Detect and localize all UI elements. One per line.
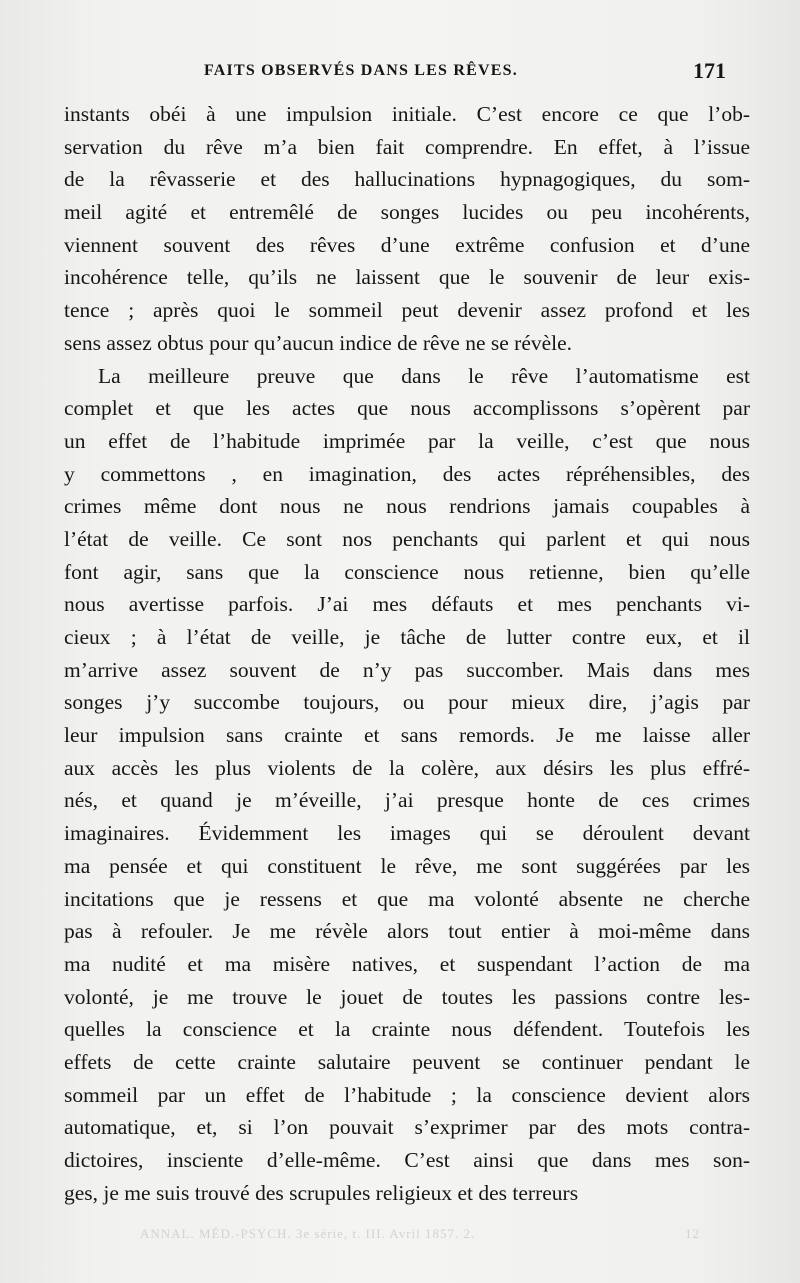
text-line: un effet de l’habitude imprimée par la veille, c’est que nous: [64, 428, 750, 453]
text-line: imaginaires. Évidemment les images qui se déroulent devant: [64, 821, 750, 846]
text-line: y commettons , en imagination, des actes répréhensibles, des: [64, 461, 750, 486]
text-line: La meilleure preuve que dans le rêve l’automatisme est: [98, 363, 750, 388]
text-line: sommeil par un effet de l’habitude ; la conscience devient alors: [64, 1082, 750, 1107]
text-line: nous avertisse parfois. J’ai mes défauts et mes penchants vi-: [64, 592, 750, 617]
text-line: ges, je me suis trouvé des scrupules religieux et des terreurs: [64, 1180, 579, 1205]
page-number: 171: [693, 58, 726, 83]
text-line: font agir, sans que la conscience nous retienne, bien qu’elle: [64, 559, 750, 584]
text-line: pas à refouler. Je me révèle alors tout entier à moi-même dans: [64, 919, 750, 944]
text-line: incitations que je ressens et que ma volonté absente ne cherche: [64, 886, 750, 911]
text-line: songes j’y succombe toujours, ou pour mieux dire, j’agis par: [64, 690, 750, 715]
text-line: l’état de veille. Ce sont nos penchants qui parlent et qui nous: [64, 526, 750, 551]
text-line: viennent souvent des rêves d’une extrême confusion et d’une: [64, 232, 750, 257]
running-head: FAITS OBSERVÉS DANS LES RÊVES.: [204, 62, 518, 79]
text-line: ma pensée et qui constituent le rêve, me sont suggérées par les: [64, 853, 750, 878]
text-line: quelles la conscience et la crainte nous défendent. Toutefois les: [64, 1017, 750, 1042]
body-text: [64, 98, 750, 1209]
text-line: sens assez obtus pour qu’aucun indice de rêve ne se révèle.: [64, 330, 573, 355]
paragraph: [64, 360, 750, 1210]
text-line: m’arrive assez souvent de n’y pas succomber. Mais dans mes: [64, 657, 750, 682]
text-line: meil agité et entremêlé de songes lucides ou peu incohérents,: [64, 200, 750, 225]
text-line: incohérence telle, qu’ils ne laissent que le souvenir de leur exis-: [64, 265, 750, 290]
footer-signature: [140, 1226, 700, 1242]
text-line: ma nudité et ma misère natives, et suspendant l’action de ma: [64, 951, 750, 976]
signature-mark: 12: [685, 1226, 700, 1241]
text-line: cieux ; à l’état de veille, je tâche de lutter contre eux, et il: [64, 625, 750, 649]
signature-text: ANNAL. MÉD.-PSYCH. 3e série, t. III. Avril 1857. 2.: [140, 1226, 476, 1241]
text-line: nés, et quand je m’éveille, j’ai presque honte de ces crimes: [64, 788, 750, 813]
text-line: effets de cette crainte salutaire peuvent se continuer pendant le: [64, 1049, 750, 1074]
text-line: de la rêvasserie et des hallucinations hypnagogiques, du som-: [64, 167, 750, 192]
text-line: servation du rêve m’a bien fait comprendre. En effet, à l’issue: [64, 134, 750, 159]
text-line: dictoires, insciente d’elle-même. C’est ainsi que dans mes son-: [64, 1148, 750, 1172]
text-line: complet et que les actes que nous accomplissons s’opèrent par: [64, 396, 750, 421]
text-line: aux accès les plus violents de la colère, aux désirs les plus effré-: [64, 755, 750, 780]
text-line: volonté, je me trouve le jouet de toutes les passions contre les-: [64, 984, 750, 1009]
text-line: instants obéi à une impulsion initiale. C’est encore ce que l’ob-: [64, 102, 750, 126]
paragraph: [64, 98, 750, 360]
text-line: leur impulsion sans crainte et sans remords. Je me laisse aller: [64, 723, 750, 748]
page-header: [64, 56, 726, 90]
text-line: crimes même dont nous ne nous rendrions jamais coupables à: [64, 494, 750, 519]
text-line: tence ; après quoi le sommeil peut devenir assez profond et les: [64, 298, 750, 323]
text-line: automatique, et, si l’on pouvait s’exprimer par des mots contra-: [64, 1115, 750, 1140]
